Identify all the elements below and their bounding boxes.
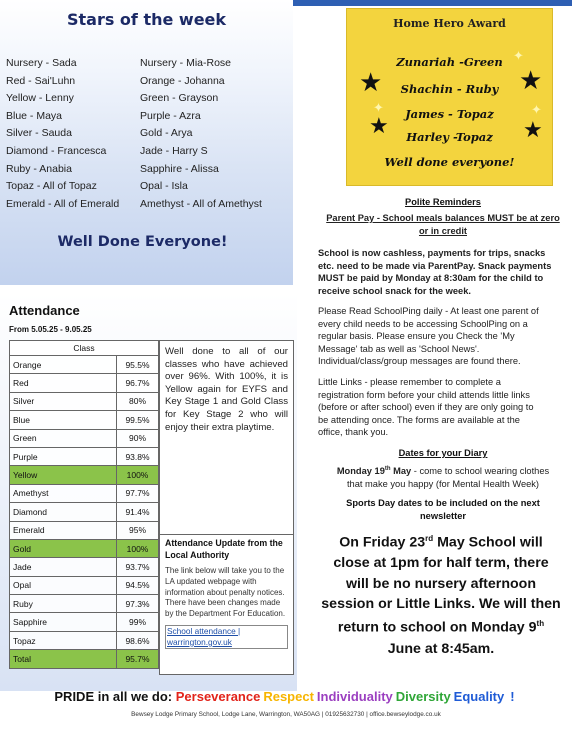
schoolping-line: Message' tab as well as 'School News'. — [318, 343, 480, 354]
attendance-message: Well done to all of our classes who have achieved over 96%. With 100%, it is Yellow again for EYFS and Key Stage 1 and Gold Class for Key Stage 2 who will enjoy their extra playtime. — [159, 340, 294, 535]
star-of-week-entry: Diamond - Francesca — [6, 145, 107, 157]
cashless-line: etc. need to be made via ParentPay. Snack payments — [318, 260, 552, 271]
attendance-table — [9, 340, 159, 669]
attendance-class: Orange — [10, 356, 117, 374]
schoolping-notice — [318, 305, 568, 368]
stars-well-done: Well Done Everyone! — [57, 234, 228, 250]
attendance-percentage: 99% — [117, 613, 159, 631]
star-of-week-entry: Orange - Johanna — [140, 74, 225, 87]
attendance-update-body: The link below will take you to the LA updated webpage with information about penalty notices. There have been changes made by the Department For Education. — [165, 566, 286, 619]
attendance-class: Topaz — [10, 631, 117, 649]
attendance-row — [10, 631, 159, 649]
star-of-week-entry: Amethyst - All of Amethyst — [140, 197, 262, 210]
attendance-percentage: 95% — [117, 521, 159, 539]
little-links-line: Little Links - please remember to complete a — [318, 377, 501, 387]
attendance-class: Yellow — [10, 466, 117, 484]
little-links-line: be attending once. The forms are available at the — [318, 414, 520, 425]
attendance-row — [10, 374, 159, 392]
little-links-line: registration form before your child attends little links — [318, 389, 530, 400]
attendance-update-box — [159, 534, 294, 675]
attendance-row — [10, 539, 159, 557]
attendance-class: Blue — [10, 411, 117, 429]
attendance-percentage: 95.7% — [117, 650, 159, 668]
pride-value: Diversity — [395, 689, 451, 704]
attendance-class: Opal — [10, 576, 117, 594]
home-hero-award-panel — [346, 8, 553, 186]
star-icon: ★ — [359, 67, 383, 97]
star-of-week-entry: Nursery - Mia-Rose — [140, 57, 232, 69]
attendance-row — [10, 356, 159, 374]
hero-winner: Shachin - Ruby — [400, 82, 499, 96]
cashless-line: receive school snack for the week. — [318, 285, 471, 296]
schoolping-line: regular basis. Please ensure you Check the 'My — [318, 331, 515, 342]
attendance-percentage: 94.5% — [117, 576, 159, 594]
attendance-percentage: 97.3% — [117, 595, 159, 613]
pride-value: Perseverance — [175, 689, 261, 704]
attendance-percentage: 98.6% — [117, 631, 159, 649]
star-of-week-entry: Nursery - Sada — [6, 57, 77, 69]
attendance-percentage: 95.5% — [117, 356, 159, 374]
attendance-row — [10, 411, 159, 429]
little-links-notice — [318, 376, 568, 439]
cashless-notice — [318, 247, 568, 297]
star-of-week-entry: Jade - Harry S — [140, 145, 208, 157]
sparkle-icon: ✦ — [531, 102, 542, 117]
attendance-title: Attendance — [9, 303, 80, 318]
star-of-week-entry: Ruby - Anabia — [6, 162, 72, 175]
hero-winner: Harley -Topaz — [406, 130, 493, 144]
star-icon: ★ — [519, 65, 543, 95]
star-of-week-entry: Emerald - All of Emerald — [6, 197, 120, 210]
pride-suffix: ! — [510, 689, 515, 704]
attendance-row — [10, 447, 159, 465]
parentpay-line: Parent Pay - School meals balances MUST be at zero — [326, 213, 560, 223]
star-of-week-entry: Gold - Arya — [140, 127, 193, 140]
star-of-week-entry: Green - Grayson — [140, 92, 219, 105]
star-icon: ★ — [369, 113, 389, 138]
home-hero-title: Home Hero Award — [393, 17, 506, 30]
attendance-update-title: Attendance Update from the Local Authority — [165, 538, 283, 560]
attendance-date-range: From 5.05.25 - 9.05.25 — [9, 325, 92, 334]
star-of-week-entry: Opal - Isla — [140, 180, 188, 193]
attendance-class: Total — [10, 650, 117, 668]
attendance-class: Amethyst — [10, 484, 117, 502]
attendance-percentage: 100% — [117, 539, 159, 557]
attendance-class: Green — [10, 429, 117, 447]
attendance-row — [10, 484, 159, 502]
attendance-row — [10, 503, 159, 521]
stars-of-the-week-panel — [0, 0, 293, 285]
schoolping-line: Please Read SchoolPing daily - At least one parent of — [318, 306, 539, 316]
attendance-class: Diamond — [10, 503, 117, 521]
attendance-row — [10, 595, 159, 613]
star-of-week-entry: Red - Sai'Luhn — [6, 74, 76, 87]
attendance-class: Emerald — [10, 521, 117, 539]
attendance-percentage: 93.8% — [117, 447, 159, 465]
parentpay-line: or in credit — [418, 225, 468, 236]
attendance-row — [10, 429, 159, 447]
stars-title: Stars of the week — [66, 10, 227, 29]
hero-winner: Zunariah -Green — [396, 55, 503, 69]
attendance-class: Red — [10, 374, 117, 392]
pride-prefix: PRIDE in all we do: — [54, 689, 176, 704]
attendance-class: Gold — [10, 539, 117, 557]
attendance-percentage: 97.7% — [117, 484, 159, 502]
pride-values-banner — [0, 689, 572, 704]
sports-day-notice: Sports Day dates to be included on the next newsletter — [346, 498, 540, 521]
pride-value: Equality — [453, 689, 505, 704]
schoolping-line: Individual/class/group messages are found there. — [318, 356, 521, 367]
diary-title: Dates for your Diary — [398, 448, 488, 458]
parentpay-notice — [318, 212, 568, 237]
attendance-percentage: 100% — [117, 466, 159, 484]
attendance-class: Ruby — [10, 595, 117, 613]
diary-entry: Monday 19th May - come to school wearing clothes that make you happy (for Mental Health Week) — [336, 466, 550, 489]
attendance-percentage: 91.4% — [117, 503, 159, 521]
diary-date: Monday 19 — [336, 466, 385, 477]
polite-reminders-title: Polite Reminders — [405, 197, 481, 207]
cashless-line: School is now cashless, payments for trips, snacks — [318, 248, 546, 258]
star-of-week-entry: Blue - Maya — [6, 109, 63, 122]
star-icon: ★ — [523, 117, 543, 142]
school-address: Bewsey Lodge Primary School, Lodge Lane, Warrington, WA50AG | 01925632730 | office.bewseylodge.co.uk — [131, 711, 441, 718]
attendance-row — [10, 613, 159, 631]
school-attendance-link[interactable]: School attendance | warrington.gov.uk — [165, 625, 288, 649]
star-of-week-entry: Purple - Azra — [140, 109, 201, 122]
attendance-row — [10, 466, 159, 484]
attendance-column-class: Class — [10, 341, 159, 356]
attendance-percentage: 99.5% — [117, 411, 159, 429]
cashless-line: MUST be paid by Monday at 8:30am for the child to — [318, 273, 544, 284]
sparkle-icon: ✦ — [513, 48, 524, 63]
sparkle-icon: ✦ — [373, 100, 384, 115]
attendance-class: Silver — [10, 392, 117, 410]
attendance-percentage: 80% — [117, 392, 159, 410]
attendance-row — [10, 392, 159, 410]
star-of-week-entry: Sapphire - Alissa — [140, 162, 219, 175]
schoolping-line: every child needs to be accessing SchoolPing on a — [318, 318, 528, 329]
attendance-percentage: 96.7% — [117, 374, 159, 392]
attendance-percentage: 90% — [117, 429, 159, 447]
attendance-percentage: 93.7% — [117, 558, 159, 576]
attendance-row — [10, 521, 159, 539]
pride-value: Respect — [263, 689, 314, 704]
star-of-week-entry: Topaz - All of Topaz — [6, 180, 97, 193]
hero-winner: James - Topaz — [405, 107, 494, 121]
little-links-line: office, thank you. — [318, 427, 389, 438]
attendance-row — [10, 576, 159, 594]
attendance-panel — [0, 293, 297, 691]
half-term-closure-notice: On Friday 23rd May School will close at 1pm for half term, there will be no nursery afternoon session or Little Links. We will then return to school on Monday 9th June at 8:45am. — [321, 534, 561, 657]
header-strip — [293, 0, 572, 6]
attendance-row — [10, 650, 159, 668]
attendance-class: Purple — [10, 447, 117, 465]
star-of-week-entry: Yellow - Lenny — [6, 92, 74, 105]
pride-value: Individuality — [316, 689, 393, 704]
star-of-week-entry: Silver - Sauda — [6, 127, 72, 140]
attendance-row — [10, 558, 159, 576]
attendance-class: Jade — [10, 558, 117, 576]
hero-well-done: Well done everyone! — [384, 155, 515, 169]
little-links-line: (before or after school) even if they are only going to — [318, 402, 534, 413]
attendance-class: Sapphire — [10, 613, 117, 631]
